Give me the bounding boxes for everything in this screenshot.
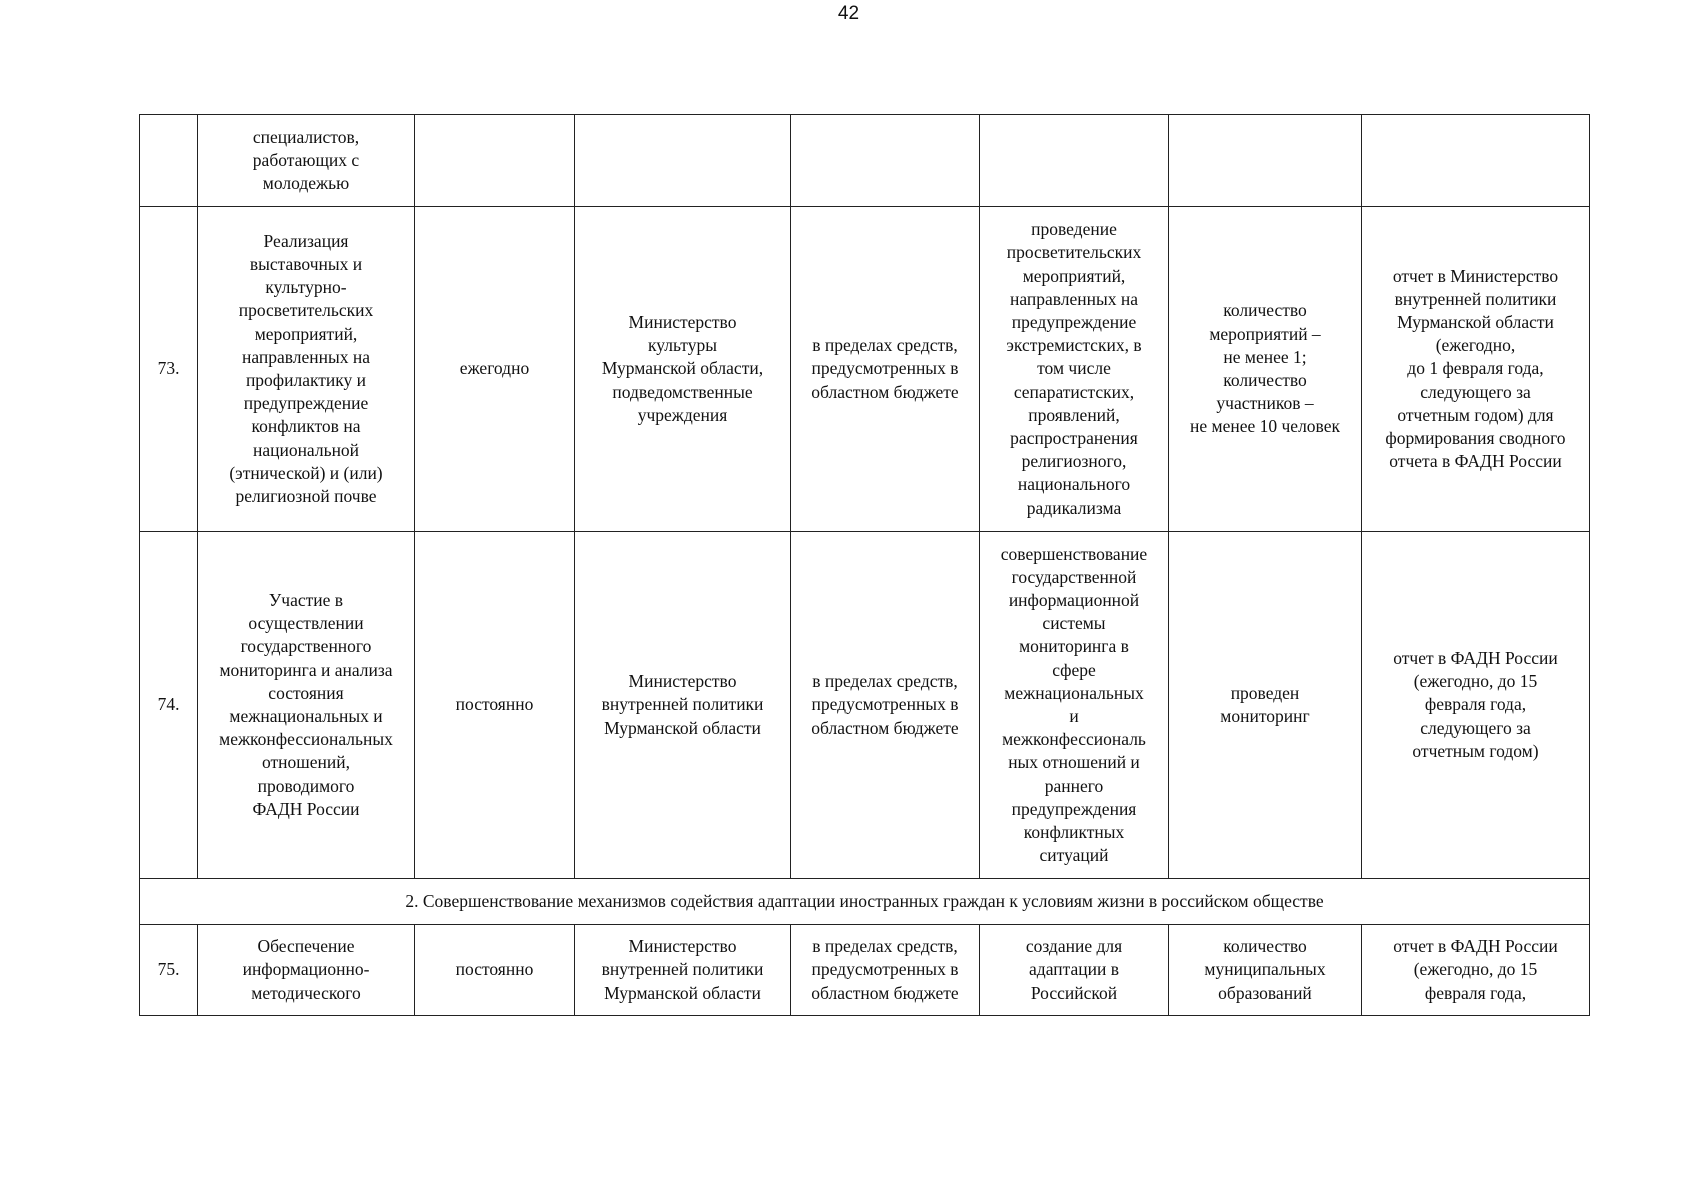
- table-row-75: [140, 925, 1590, 1016]
- indicator-cell: количество мероприятий – не менее 1; количество участников – не менее 10 человек: [1169, 207, 1362, 532]
- executor-cell: Министерство внутренней политики Мурманской области: [575, 532, 791, 879]
- table-row-74: [140, 532, 1590, 879]
- executor-cell: [575, 115, 791, 207]
- section-heading: 2. Совершенствование механизмов содействия адаптации иностранных граждан к условиям жизни в российском обществе: [140, 879, 1590, 925]
- page-number: 42: [837, 3, 860, 24]
- measures-table: [139, 114, 1590, 1016]
- measure-name-cell: Обеспечение информационно- методического: [198, 925, 415, 1016]
- report-form-cell: отчет в ФАДН России (ежегодно, до 15 февраля года,: [1362, 925, 1590, 1016]
- funding-cell: в пределах средств, предусмотренных в областном бюджете: [791, 532, 980, 879]
- indicator-cell: [1169, 115, 1362, 207]
- report-form-cell: отчет в Министерство внутренней политики Мурманской области (ежегодно, до 1 февраля года, следующего за отчетным годом) для формирования сводного отчета в ФАДН России: [1362, 207, 1590, 532]
- term-cell: постоянно: [415, 925, 575, 1016]
- funding-cell: в пределах средств, предусмотренных в областном бюджете: [791, 925, 980, 1016]
- expected-result-cell: создание для адаптации в Российской: [980, 925, 1169, 1016]
- indicator-cell: проведен мониторинг: [1169, 532, 1362, 879]
- expected-result-cell: [980, 115, 1169, 207]
- table-row-73: [140, 207, 1590, 532]
- measure-name-cell: специалистов, работающих с молодежью: [198, 115, 415, 207]
- executor-cell: Министерство внутренней политики Мурманской области: [575, 925, 791, 1016]
- funding-cell: в пределах средств, предусмотренных в областном бюджете: [791, 207, 980, 532]
- measure-name-cell: Участие в осуществлении государственного мониторинга и анализа состояния межнациональных и межконфессиональных отношений, проводимого ФАДН России: [198, 532, 415, 879]
- table-row-continued: [140, 115, 1590, 207]
- expected-result-cell: проведение просветительских мероприятий, направленных на предупреждение экстремистских, в том числе сепаратистских, проявлений, распространения религиозного, национального радикализма: [980, 207, 1169, 532]
- row-number-cell: 75.: [140, 925, 198, 1016]
- term-cell: ежегодно: [415, 207, 575, 532]
- report-form-cell: [1362, 115, 1590, 207]
- row-number-cell: 73.: [140, 207, 198, 532]
- report-form-cell: отчет в ФАДН России (ежегодно, до 15 февраля года, следующего за отчетным годом): [1362, 532, 1590, 879]
- indicator-cell: количество муниципальных образований: [1169, 925, 1362, 1016]
- executor-cell: Министерство культуры Мурманской области, подведомственные учреждения: [575, 207, 791, 532]
- row-number-cell: [140, 115, 198, 207]
- row-number-cell: 74.: [140, 532, 198, 879]
- section-heading-row: [140, 879, 1590, 925]
- term-cell: постоянно: [415, 532, 575, 879]
- funding-cell: [791, 115, 980, 207]
- measure-name-cell: Реализация выставочных и культурно- просветительских мероприятий, направленных на профилактику и предупреждение конфликтов на национальной (этнической) и (или) религиозной почве: [198, 207, 415, 532]
- expected-result-cell: совершенствование государственной информационной системы мониторинга в сфере межнациональных и межконфессиональ ных отношений и раннего предупреждения конфликтных ситуаций: [980, 532, 1169, 879]
- term-cell: [415, 115, 575, 207]
